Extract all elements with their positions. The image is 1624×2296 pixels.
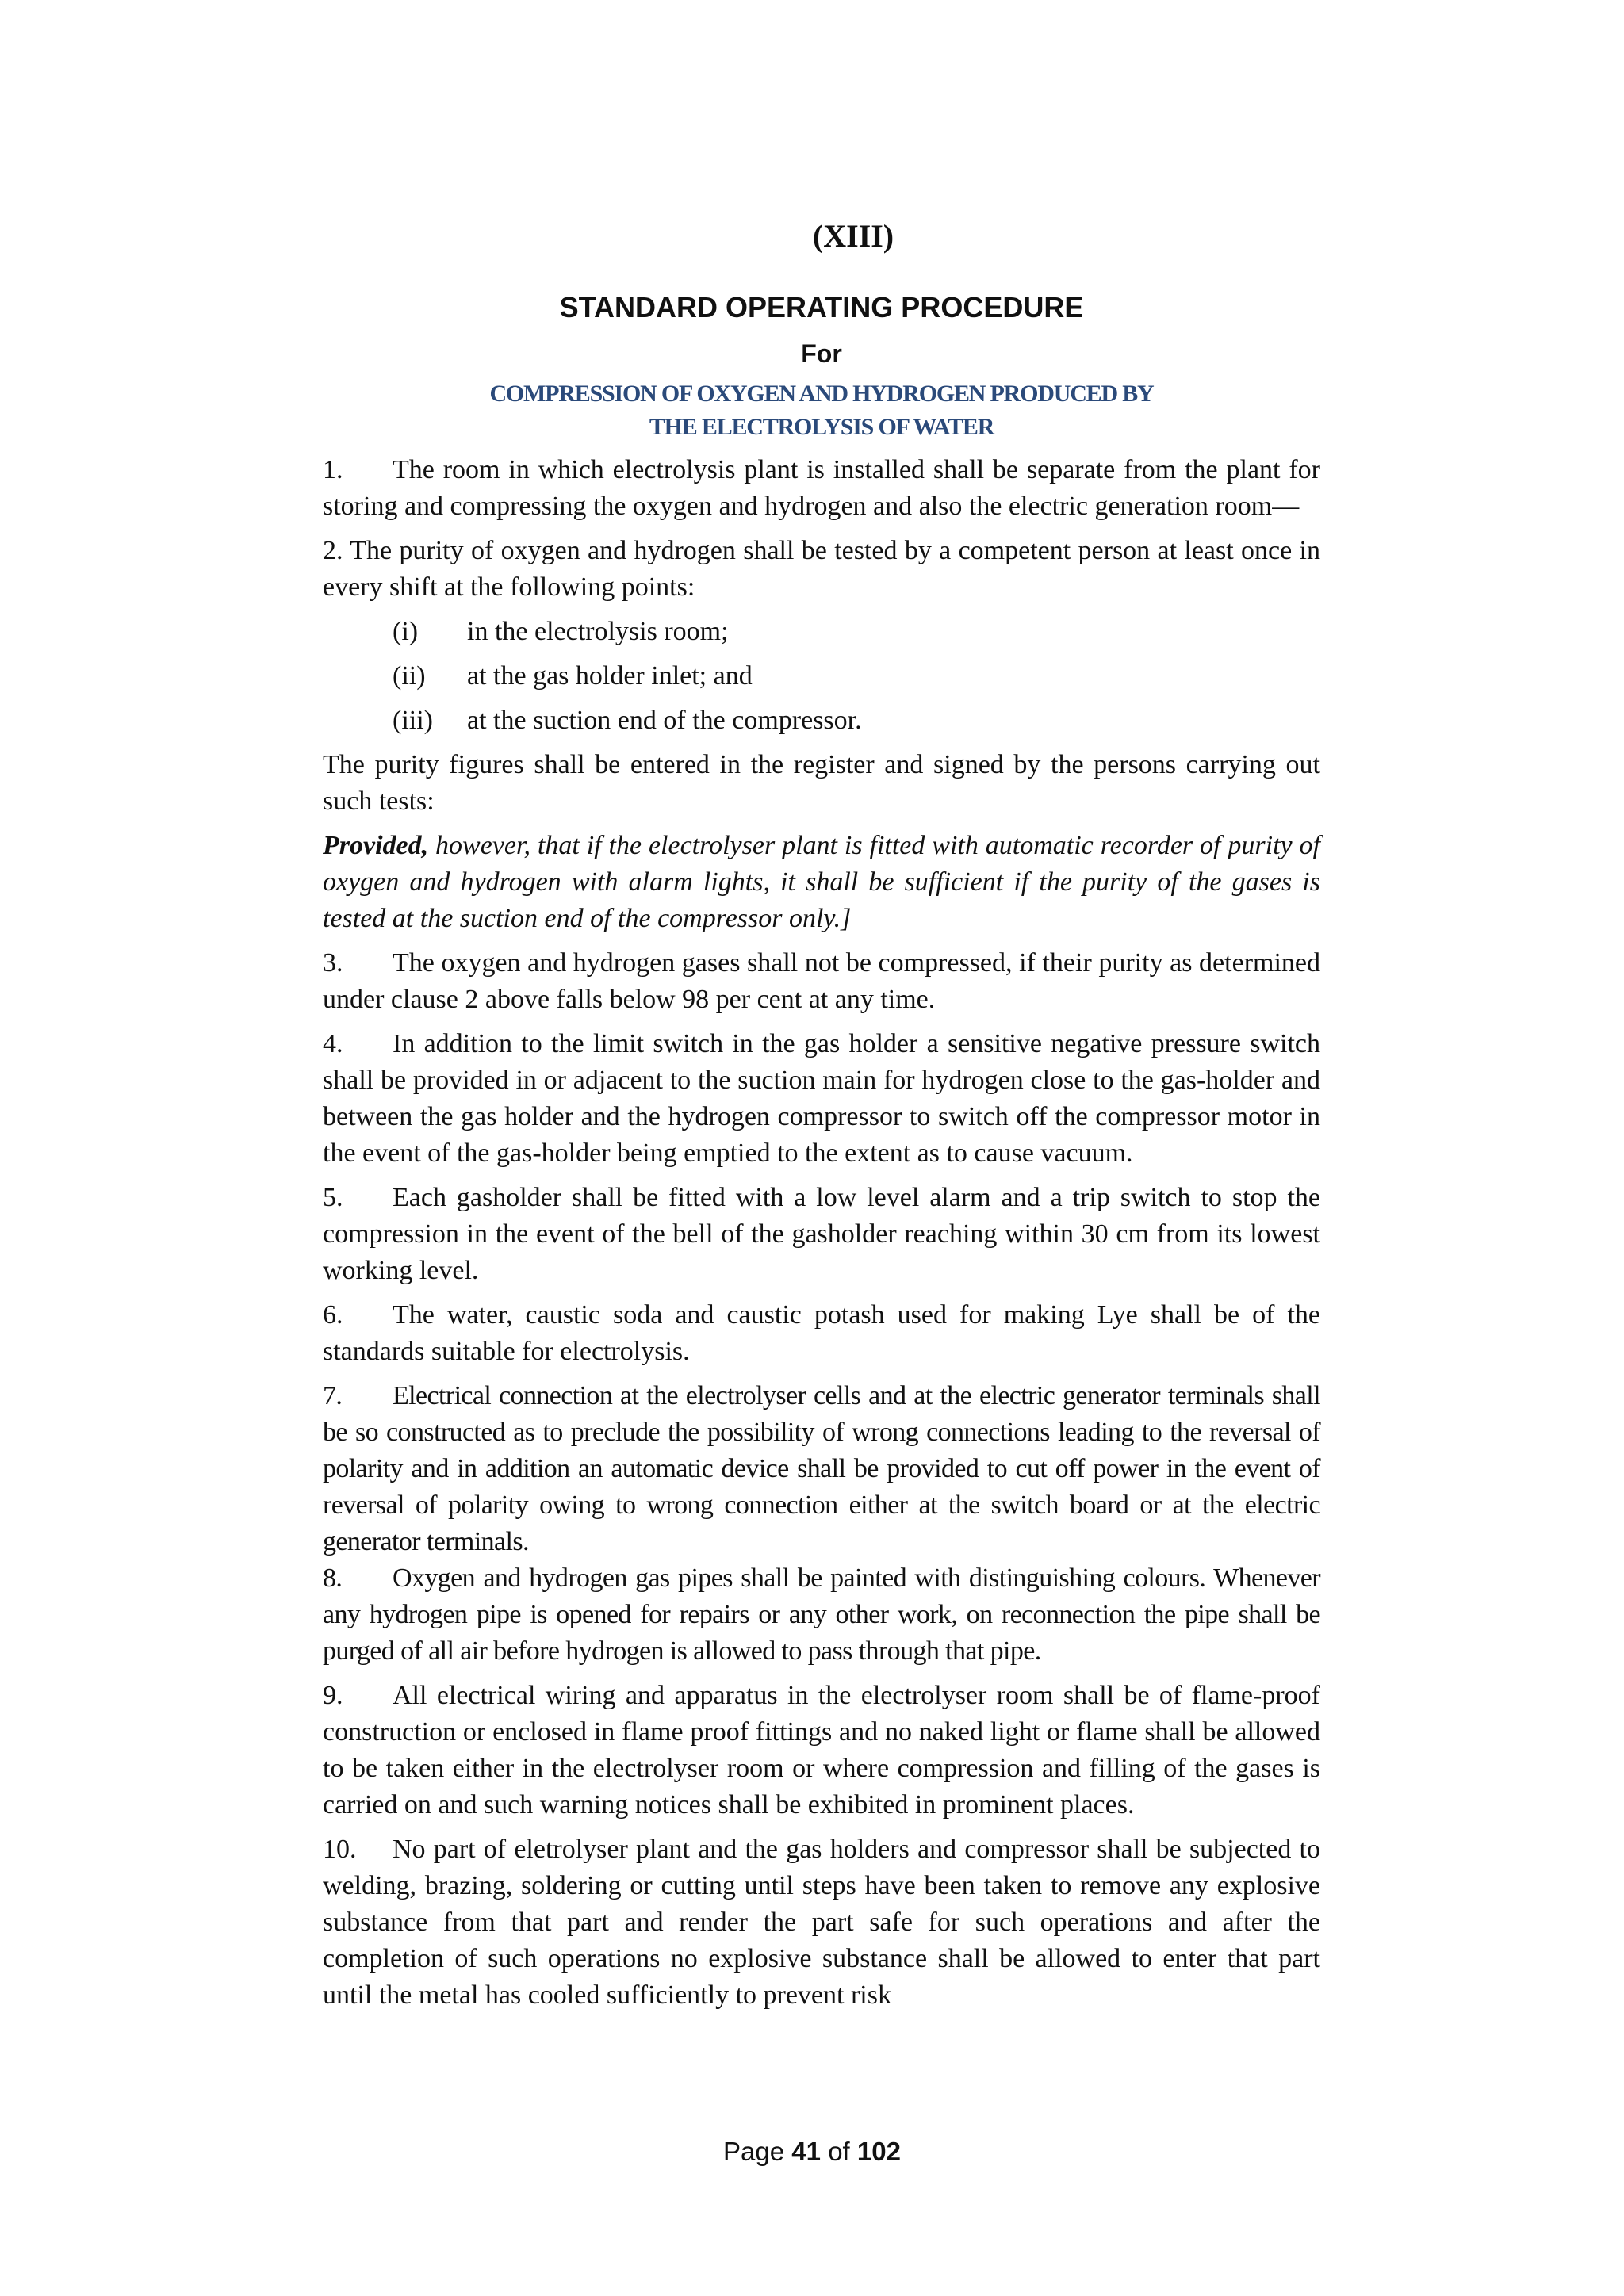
subtitle-line-1: COMPRESSION OF OXYGEN AND HYDROGEN PRODUCED BY (489, 381, 1154, 407)
clause-text: Oxygen and hydrogen gas pipes shall be painted with distinguishing colours. Whenever any hydrogen pipe is opened for repairs or any other work, on reconnection the pipe shall be purged of all air before hydrogen is allowed to pass through that pipe. (323, 1563, 1320, 1666)
clause-number: 5. (323, 1183, 343, 1212)
page-label: Page (723, 2137, 785, 2166)
clause-1 (323, 452, 1320, 525)
clause-text: No part of eletrolyser plant and the gas holders and compressor shall be subjected to welding, brazing, soldering or cutting until steps have been taken to remove any explosive substance from that part and render the part safe for such operations and after the completion of such operations no explosive substance shall be allowed to enter that part until the metal has cooled sufficiently to prevent risk (323, 1835, 1320, 2010)
point-number: (ii) (393, 661, 426, 691)
list-item (393, 702, 1320, 739)
clause-9 (323, 1678, 1320, 1823)
clause-3 (323, 945, 1320, 1018)
clause-text: Each gasholder shall be fitted with a low level alarm and a trip switch to stop the compression in the event of the bell of the gasholder reaching within 30 cm from its lowest working level. (323, 1183, 1320, 1285)
clause-4 (323, 1026, 1320, 1172)
proviso-lead: Provided, (323, 831, 429, 860)
clause-text: All electrical wiring and apparatus in the electrolyser room shall be of flame-proof construction or enclosed in flame proof fittings and no naked light or flame shall be allowed to be taken either in the electrolyser room or where compression and filling of the gases is carried on and such warning notices shall be exhibited in prominent places. (323, 1681, 1320, 1820)
clause-number: 8. (323, 1563, 343, 1593)
for-label: For (801, 339, 842, 368)
page-footer (0, 2134, 1624, 2169)
clause-text: The room in which electrolysis plant is installed shall be separate from the plant for storing and compressing the oxygen and hydrogen and also the electric generation room— (323, 455, 1320, 521)
page-total: 102 (856, 2137, 901, 2166)
clause-number: 10. (323, 1835, 357, 1864)
clause-number: 3. (323, 948, 343, 978)
clause-text: In addition to the limit switch in the gas holder a sensitive negative pressure switch shall be provided in or adjacent to the suction main for hydrogen close to the gas-holder and between the gas holder and the hydrogen compressor to switch off the compressor motor in the event of the gas-holder being emptied to the extent as to cause vacuum. (323, 1029, 1320, 1168)
list-item (393, 614, 1320, 650)
point-number: (i) (393, 617, 419, 646)
clause-6 (323, 1297, 1320, 1370)
point-number: (iii) (393, 706, 433, 735)
section-number: (XIII) (812, 218, 894, 254)
clause-2-points (393, 614, 1320, 739)
point-text: in the electrolysis room; (467, 617, 729, 646)
clause-8 (323, 1560, 1320, 1670)
subtitle-line-2: THE ELECTROLYSIS OF WATER (649, 414, 994, 440)
page-current: 41 (791, 2137, 822, 2166)
clause-number: 1. (323, 455, 343, 484)
clause-10 (323, 1831, 1320, 2014)
of-label: of (828, 2137, 850, 2166)
clause-5 (323, 1180, 1320, 1289)
clause-text: The oxygen and hydrogen gases shall not be compressed, if their purity as determined under clause 2 above falls below 98 per cent at any time. (323, 948, 1320, 1014)
sop-title: STANDARD OPERATING PROCEDURE (559, 291, 1084, 323)
clause-text: The water, caustic soda and caustic potash used for making Lye shall be of the standards suitable for electrolysis. (323, 1300, 1320, 1366)
point-text: at the gas holder inlet; and (467, 661, 753, 691)
proviso-text: however, that if the electrolyser plant is fitted with automatic recorder of purity of oxygen and hydrogen with alarm lights, it shall be sufficient if the purity of the gases is tested at the suction end of the compressor only.] (323, 831, 1320, 933)
clause-number: 7. (323, 1381, 343, 1410)
clause-number: 9. (323, 1681, 343, 1710)
list-item (393, 658, 1320, 695)
clause-7 (323, 1378, 1320, 1560)
page-content (323, 214, 1320, 2022)
clause-number: 4. (323, 1029, 343, 1058)
point-text: at the suction end of the compressor. (467, 706, 862, 735)
subtitle (323, 377, 1320, 444)
clause-2-after: The purity figures shall be entered in the register and signed by the persons carrying out such tests: (323, 750, 1320, 816)
clause-2: 2. The purity of oxygen and hydrogen shall be tested by a competent person at least once in every shift at the following points: (323, 536, 1320, 602)
clause-text: Electrical connection at the electrolyser cells and at the electric generator terminals shall be so constructed as to preclude the possibility of wrong connections leading to the reversal of polarity and in addition an automatic device shall be provided to cut off power in the event of reversal of polarity owing to wrong connection either at the switch board or at the electric generator terminals. (323, 1381, 1320, 1556)
clause-number: 6. (323, 1300, 343, 1330)
proviso (323, 828, 1320, 937)
